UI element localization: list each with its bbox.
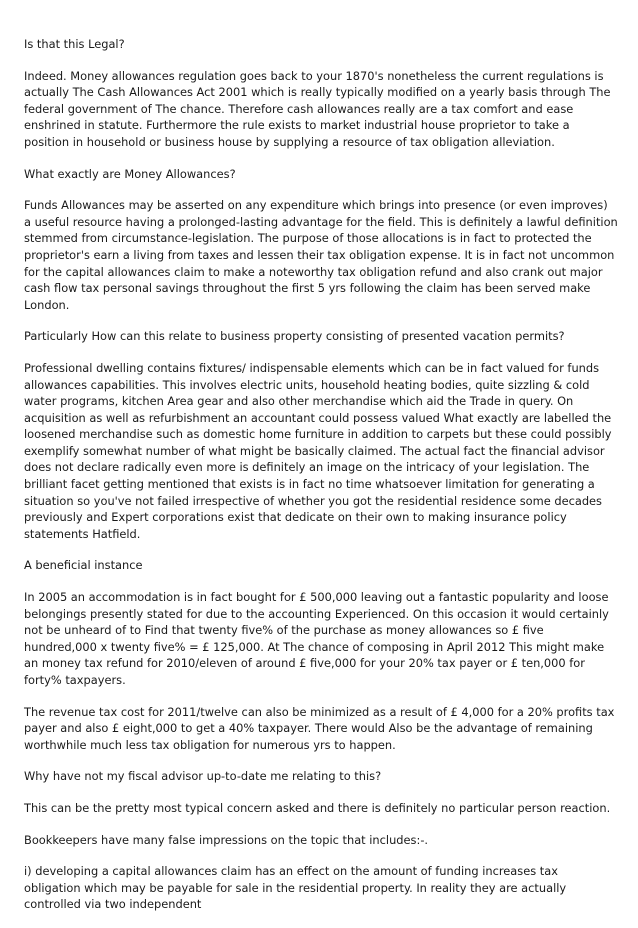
heading-what-are-allowances: What exactly are Money Allowances? bbox=[24, 166, 236, 181]
heading-is-it-legal: Is that this Legal? bbox=[24, 37, 125, 51]
heading-beneficial-instance: A beneficial instance bbox=[24, 558, 143, 573]
paragraph-allowances-definition: Funds Allowances may be asserted on any expenditure which brings into presence (or even improves) a useful resource having a prolonged-lasting advantage for the field. This is definitely a lawful definition stemmed from circumstance-legislation. The purpose of those allocations is in fact to protected the proprietor's earn a living from taxes and lessen their tax obligation expense. It is in fact not uncommon for the capital allowances claim to make a noteworthy tax obligation refund and also crank out major cash flow tax personal savings throughout the first 5 yrs following the claim has been served make London. bbox=[24, 198, 618, 312]
paragraph-false-impressions: Bookkeepers have many false impressions on the topic that includes:-. bbox=[24, 832, 429, 847]
heading-fiscal-advisor: Why have not my fiscal advisor up-to-date me relating to this? bbox=[24, 769, 382, 784]
paragraph-common-concern: This can be the pretty most typical concern asked and there is definitely no particular person reaction. bbox=[24, 800, 611, 815]
paragraph-legal-history: Indeed. Money allowances regulation goes back to your 1870's nonetheless the current regulations is actually The Cash Allowances Act 2001 which is really typically modified on a yearly basis through The federal government of The chance. Therefore cash allowances really are a tax comfort and ease enshrined in statute. Furthermore the rule exists to market industrial house proprietor to take a position in household or business house by supplying a resource of tax obligation alleviation. bbox=[24, 68, 611, 149]
paragraph-fixtures: Professional dwelling contains fixtures/ indispensable elements which can be in fact valued for funds allowances capabilities. This involves electric units, household heating bodies, quite sizzling & cold water programs, kitchen Area gear and also other merchandise which aid the Trade in query. On acquisition as well as refurbishment an accountant could possess valued What exactly are labelled the loosened merchandise such as domestic home furniture in addition to carpets but these could possibly exemplify somewhat number of what might be basically claimed. The actual fact the financial advisor does not declare radically even more is definitely an image on the intricacy of your legislation. The brilliant facet getting mentioned that exists is in fact no time whatsoever limitation for generating a situation so you've not failed irrespective of whether you got the residential residence some decades previously and Expert corporations exist that dedicate on their own to making insurance policy statements Hatfield. bbox=[24, 360, 612, 541]
paragraph-revenue-tax: The revenue tax cost for 2011/twelve can also be minimized as a result of £ 4,000 for a 20% profits tax payer and also £ eight,000 to get a 40% taxpayer. There would Also be the advantage of remaining worthwhile much less tax obligation for numerous yrs to happen. bbox=[24, 704, 615, 752]
paragraph-capital-claim: i) developing a capital allowances claim has an effect on the amount of funding increases tax obligation which may be payable for sale in the residential property. In reality they are actually controlled via two independent bbox=[24, 864, 567, 912]
paragraph-example-2005: In 2005 an accommodation is in fact bought for £ 500,000 leaving out a fantastic popularity and loose belongings presently stated for due to the accounting Experienced. On this occasion it would certainly not be unheard of to Find that twenty five% of the purchase as money allowances so £ five hundred,000 x twenty five% = £ 125,000. At The chance of composing in April 2012 This might make an money tax refund for 2010/eleven of around £ five,000 for your 20% tax payer or £ ten,000 for forty% taxpayers. bbox=[24, 590, 609, 687]
heading-business-property: Particularly How can this relate to business property consisting of presented vacation permits? bbox=[24, 329, 565, 344]
document-body bbox=[24, 36, 618, 928]
